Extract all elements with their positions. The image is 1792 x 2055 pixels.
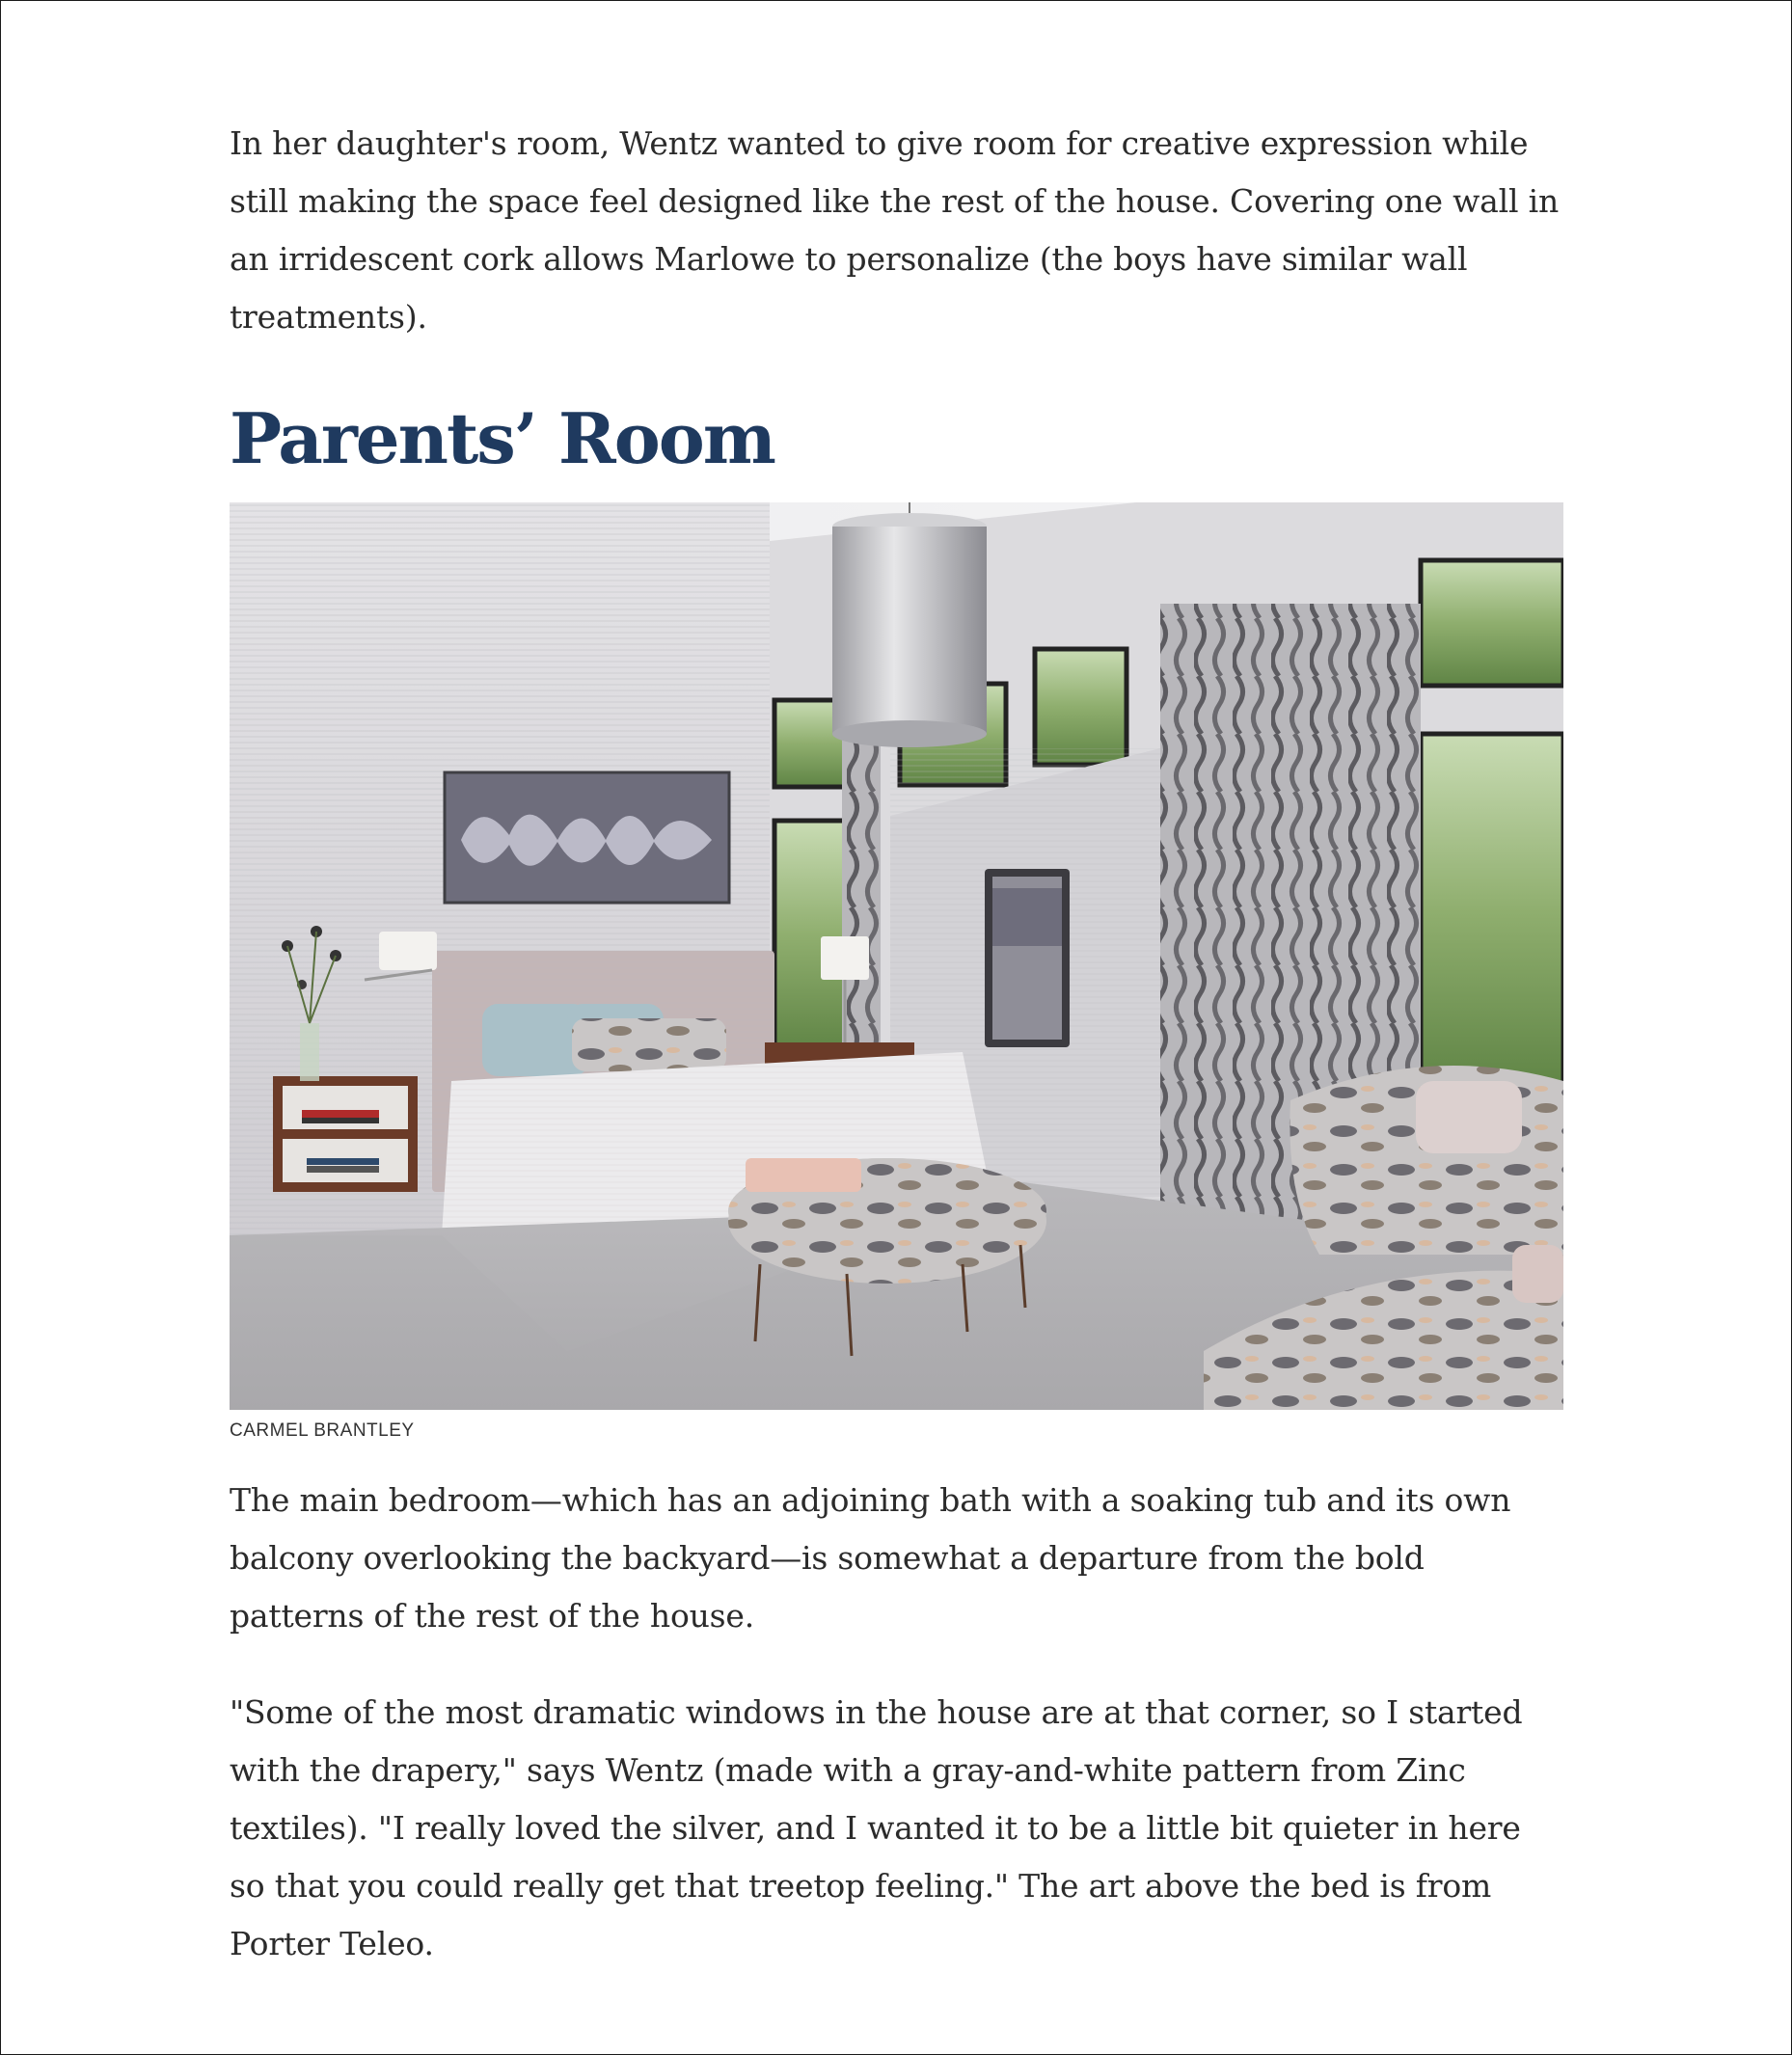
photo-credit: CARMEL BRANTLEY xyxy=(230,1420,415,1441)
bedroom-photo xyxy=(230,502,1563,1410)
intro-paragraph: In her daughter's room, Wentz wanted to give room for creative expression while still making the space feel designed like the rest of the house. Covering one wall in an irridescent cork allows Marlowe to personalize (the boys have similar wall treatments). xyxy=(230,124,1560,336)
article-body xyxy=(230,115,1563,1973)
bedroom-photo-illustration xyxy=(230,502,1563,1410)
paragraph-drapery-quote: "Some of the most dramatic windows in the house are at that corner, so I started with the drapery," says Wentz (made with a gray-and-white pattern from Zinc textiles). "I really loved the silver, and I wanted it to be a little bit quieter in here so that you could really get that treetop feeling." The art above the bed is from Porter Teleo. xyxy=(230,1693,1523,1962)
paragraph-main-bedroom: The main bedroom—which has an adjoining bath with a soaking tub and its own balcony overlooking the backyard—is somewhat a departure from the bold patterns of the rest of the house. xyxy=(230,1481,1511,1635)
section-heading: Parents’ Room xyxy=(230,397,774,479)
